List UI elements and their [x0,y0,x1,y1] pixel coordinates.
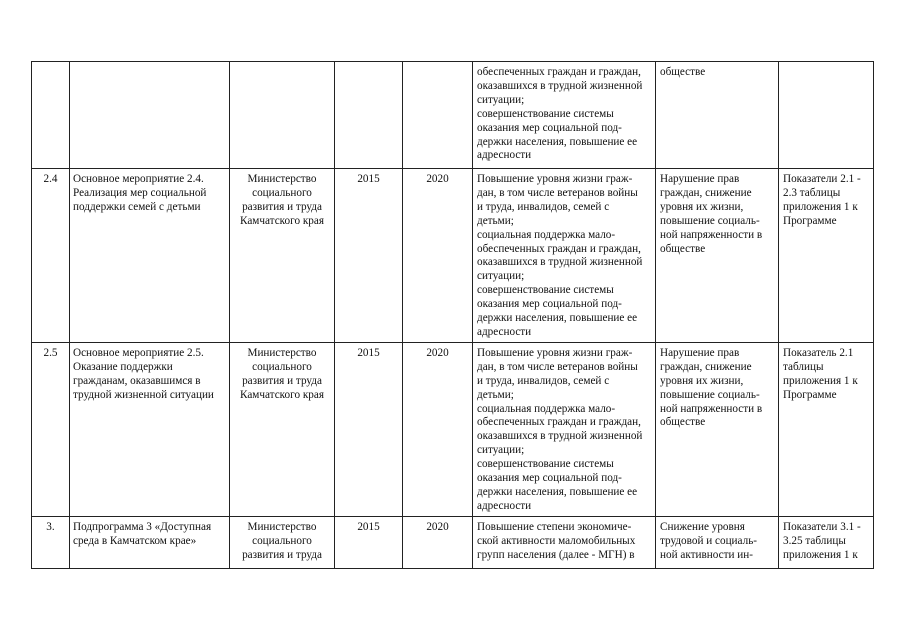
tasks-cell: обеспеченных граждан и граждан, оказавшихся в трудной жизненной ситуации; совершенствование системы оказания мер социальной под- держки населения, повышение ее адресности [473,62,656,169]
end-year-cell [403,62,473,169]
executor-cell: Министерство социального развития и труда Камчатского края [230,169,335,343]
consequences-cell: Нарушение прав граждан, снижение уровня их жизни, повышение социаль- ной напряженности в обществе [656,342,779,516]
table-row [32,169,874,343]
tasks-cell: Повышение степени экономиче- ской активности маломобильных групп населения (далее - МГН) в [473,516,656,568]
start-year-cell: 2015 [335,169,403,343]
executor-cell: Министерство социального развития и труда [230,516,335,568]
table-row [32,342,874,516]
activity-name-cell: Основное мероприятие 2.4. Реализация мер социальной поддержки семей с детьми [70,169,230,343]
end-year-cell: 2020 [403,342,473,516]
row-number-cell: 3. [32,516,70,568]
end-year-cell: 2020 [403,169,473,343]
table-row [32,516,874,568]
indicators-cell [779,62,874,169]
row-number-cell: 2.4 [32,169,70,343]
tasks-cell: Повышение уровня жизни граж- дан, в том числе ветеранов войны и труда, инвалидов, семей с детьми; социальная поддержка мало- обеспеченных граждан и граждан, оказавшихся в трудной жизненной ситуации; совершенствование системы оказания мер социальной под- держки населения, повышение ее адресности [473,169,656,343]
indicators-cell: Показатели 2.1 - 2.3 таблицы приложения 1 к Программе [779,169,874,343]
consequences-cell: Нарушение прав граждан, снижение уровня их жизни, повышение социаль- ной напряженности в обществе [656,169,779,343]
start-year-cell: 2015 [335,342,403,516]
start-year-cell: 2015 [335,516,403,568]
consequences-cell: Снижение уровня трудовой и социаль- ной активности ин- [656,516,779,568]
end-year-cell: 2020 [403,516,473,568]
executor-cell [230,62,335,169]
activities-table [31,61,874,569]
activity-name-cell: Подпрограмма 3 «Доступная среда в Камчатском крае» [70,516,230,568]
consequences-cell: обществе [656,62,779,169]
row-number-cell [32,62,70,169]
table-row [32,62,874,169]
start-year-cell [335,62,403,169]
activity-name-cell: Основное мероприятие 2.5. Оказание поддержки гражданам, оказавшимся в трудной жизненной ситуации [70,342,230,516]
tasks-cell: Повышение уровня жизни граж- дан, в том числе ветеранов войны и труда, инвалидов, семей с детьми; социальная поддержка мало- обеспеченных граждан и граждан, оказавшихся в трудной жизненной ситуации; совершенствование системы оказания мер социальной под- держки населения, повышение ее адресности [473,342,656,516]
indicators-cell: Показатели 3.1 - 3.25 таблицы приложения 1 к [779,516,874,568]
indicators-cell: Показатель 2.1 таблицы приложения 1 к Программе [779,342,874,516]
activity-name-cell [70,62,230,169]
executor-cell: Министерство социального развития и труда Камчатского края [230,342,335,516]
row-number-cell: 2.5 [32,342,70,516]
